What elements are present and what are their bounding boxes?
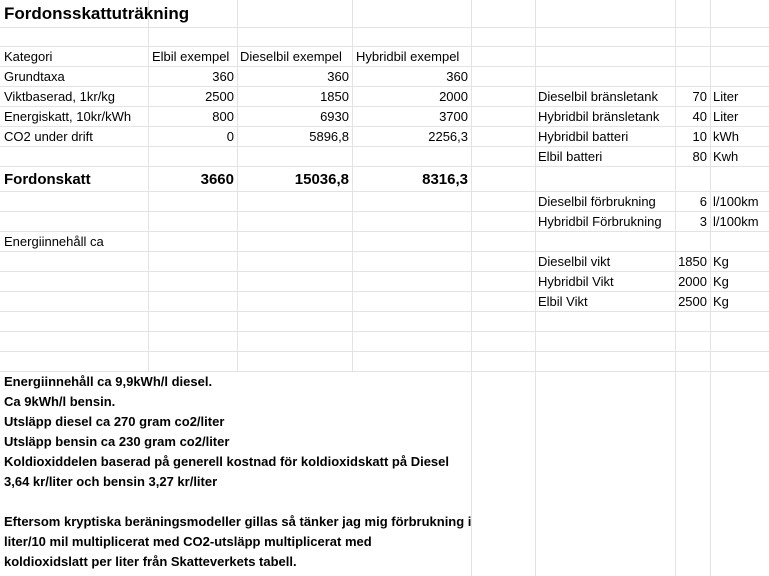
- header-dieselbil[interactable]: Dieselbil exempel: [240, 49, 342, 64]
- param-unit[interactable]: Liter: [713, 89, 739, 104]
- param-label[interactable]: Elbil batteri: [538, 149, 603, 164]
- row-divider: [0, 271, 769, 272]
- row-divider: [0, 331, 769, 332]
- cell-diesel[interactable]: 5896,8: [309, 129, 349, 144]
- param-value[interactable]: 70: [692, 89, 707, 104]
- param-unit[interactable]: l/100km: [713, 214, 759, 229]
- note-line[interactable]: 3,64 kr/liter och bensin 3,27 kr/liter: [4, 474, 218, 489]
- cell-diesel[interactable]: 6930: [320, 109, 349, 124]
- total-label[interactable]: Fordonskatt: [4, 171, 91, 188]
- note-line[interactable]: Utsläpp diesel ca 270 gram co2/liter: [4, 414, 225, 429]
- param-unit[interactable]: Kg: [713, 274, 729, 289]
- param-unit[interactable]: Liter: [713, 109, 739, 124]
- param-label[interactable]: Hybridbil Vikt: [538, 274, 614, 289]
- cell-el[interactable]: 800: [212, 109, 234, 124]
- param-value[interactable]: 2500: [678, 294, 707, 309]
- param-label[interactable]: Dieselbil förbrukning: [538, 194, 656, 209]
- row-label[interactable]: Grundtaxa: [4, 69, 65, 84]
- cell-el[interactable]: 2500: [205, 89, 234, 104]
- note-line[interactable]: Energiinnehåll ca 9,9kWh/l diesel.: [4, 374, 213, 389]
- param-value[interactable]: 80: [692, 149, 707, 164]
- cell-el[interactable]: 360: [212, 69, 234, 84]
- param-label[interactable]: Elbil Vikt: [538, 294, 588, 309]
- cell-el[interactable]: 0: [226, 129, 234, 144]
- param-label[interactable]: Hybridbil batteri: [538, 129, 629, 144]
- param-unit[interactable]: kWh: [713, 129, 739, 144]
- param-label[interactable]: Hybridbil Förbrukning: [538, 214, 662, 229]
- cell-diesel[interactable]: 1850: [320, 89, 349, 104]
- row-divider: [0, 291, 769, 292]
- energy-label[interactable]: Energiinnehåll ca: [4, 234, 104, 249]
- param-unit[interactable]: Kg: [713, 254, 729, 269]
- note-line[interactable]: Eftersom kryptiska beräningsmodeller gillas så tänker jag mig förbrukning i: [4, 514, 472, 529]
- row-label[interactable]: Viktbaserad, 1kr/kg: [4, 89, 116, 104]
- param-label[interactable]: Dieselbil vikt: [538, 254, 611, 269]
- row-label[interactable]: CO2 under drift: [4, 129, 93, 144]
- param-label[interactable]: Dieselbil bränsletank: [538, 89, 658, 104]
- cell-hybrid[interactable]: 2256,3: [428, 129, 468, 144]
- param-value[interactable]: 1850: [678, 254, 707, 269]
- note-line[interactable]: Koldioxiddelen baserad på generell kostnad för koldioxidskatt på Diesel: [4, 454, 450, 469]
- row-divider: [0, 351, 769, 352]
- row-label[interactable]: Energiskatt, 10kr/kWh: [4, 109, 132, 124]
- note-line[interactable]: Ca 9kWh/l bensin.: [4, 394, 116, 409]
- param-value[interactable]: 2000: [678, 274, 707, 289]
- param-label[interactable]: Hybridbil bränsletank: [538, 109, 660, 124]
- row-divider: [0, 311, 769, 312]
- cell-diesel[interactable]: 360: [327, 69, 349, 84]
- cell-hybrid[interactable]: 360: [446, 69, 468, 84]
- header-elbil[interactable]: Elbil exempel: [152, 49, 230, 64]
- param-unit[interactable]: l/100km: [713, 194, 759, 209]
- note-line[interactable]: koldioxidslatt per liter från Skatteverkets tabell.: [4, 554, 297, 569]
- param-value[interactable]: 6: [699, 194, 707, 209]
- sheet-title[interactable]: Fordonsskattuträkning: [4, 4, 190, 23]
- row-divider: [0, 27, 769, 28]
- total-el[interactable]: 3660: [200, 171, 234, 188]
- cell-hybrid[interactable]: 2000: [439, 89, 468, 104]
- total-hybrid[interactable]: 8316,3: [422, 171, 468, 188]
- note-line[interactable]: liter/10 mil multiplicerat med CO2-utsläpp multiplicerat med: [4, 534, 372, 549]
- param-value[interactable]: 10: [692, 129, 707, 144]
- row-divider: [0, 251, 769, 252]
- header-hybridbil[interactable]: Hybridbil exempel: [356, 49, 460, 64]
- param-value[interactable]: 40: [692, 109, 707, 124]
- note-line[interactable]: Utsläpp bensin ca 230 gram co2/liter: [4, 434, 230, 449]
- header-kategori[interactable]: Kategori: [4, 49, 53, 64]
- total-diesel[interactable]: 15036,8: [294, 171, 349, 188]
- cell-hybrid[interactable]: 3700: [439, 109, 468, 124]
- param-value[interactable]: 3: [699, 214, 707, 229]
- param-unit[interactable]: Kg: [713, 294, 729, 309]
- param-unit[interactable]: Kwh: [713, 149, 739, 164]
